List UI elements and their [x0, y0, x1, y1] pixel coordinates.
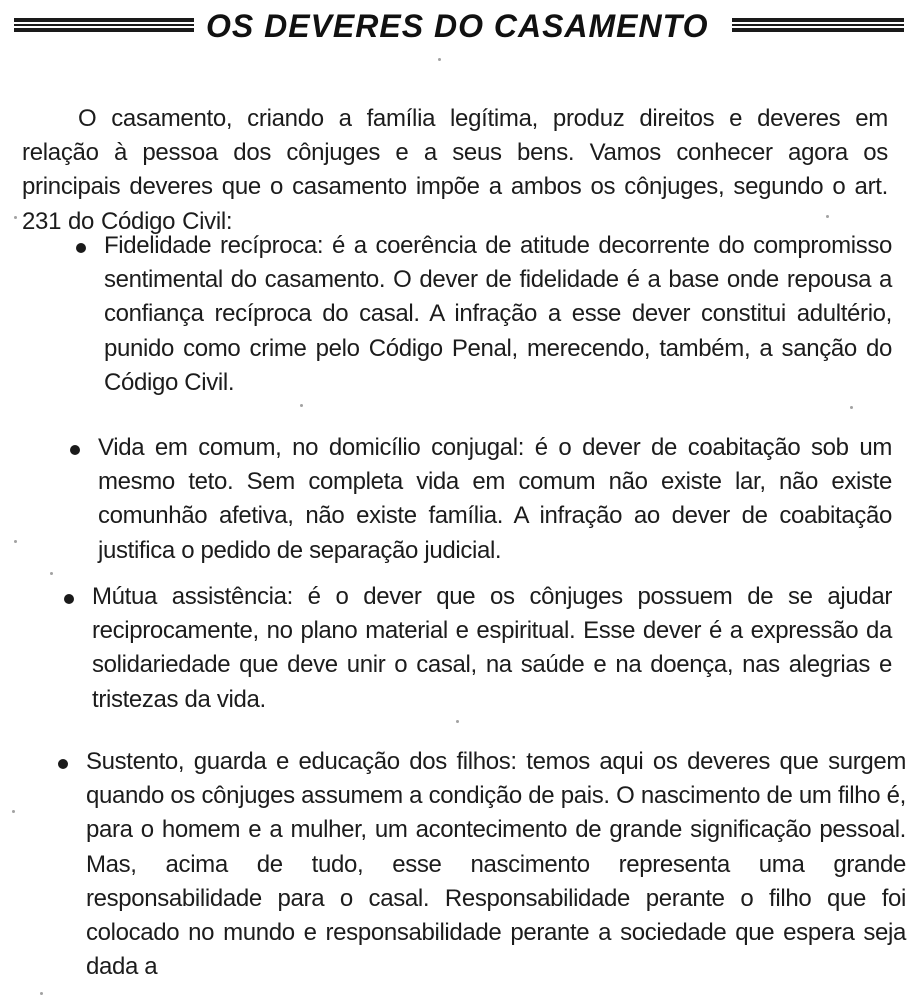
- intro-paragraph: O casamento, criando a família legítima, produz direitos e deveres em relação à pessoa dos cônjuges e a seus bens. Vamos conhecer agora os principais deveres que o casamento impõe a ambos os cônjuges, segundo o art. 231 do Código Civil:: [22, 105, 888, 235]
- duty-text: Sustento, guarda e educação dos filhos: temos aqui os deveres que surgem quando os cônjuges assumem a condição de pais. O nascimento de um filho é, para o homem e a mulher, um acontecimento de grande significação pessoal. Mas, acima de tudo, esse nascimento representa uma grande responsabilidade para o casal. Responsabilidade perante o filho que foi colocado no mundo e responsabilidade perante a sociedade que espera seja dada a: [86, 748, 906, 981]
- duty-item-cohabitation: [98, 431, 892, 568]
- scan-speck: [14, 216, 17, 219]
- duty-text: Fidelidade recíproca: é a coerência de atitude decorrente do compromisso sentimental do casamento. O dever de fidelidade é a base onde repousa a confiança recíproca do casal. A infração a esse dever constitui adultério, punido como crime pelo Código Penal, merecendo, também, a sanção do Código Civil.: [104, 232, 892, 396]
- scan-speck: [826, 215, 829, 218]
- page-title: OS DEVERES DO CASAMENTO: [206, 8, 709, 44]
- duty-item-children: [86, 745, 906, 984]
- header-rule-left: [14, 18, 194, 32]
- bullet-icon: [64, 594, 74, 604]
- header-rule-right: [732, 18, 904, 32]
- scan-speck: [50, 572, 53, 575]
- bullet-icon: [70, 445, 80, 455]
- bullet-icon: [58, 759, 68, 769]
- duty-text: Vida em comum, no domicílio conjugal: é o dever de coabitação sob um mesmo teto. Sem completa vida em comum não existe lar, não existe comunhão afetiva, não existe família. A infração ao dever de coabitação justifica o pedido de separação judicial.: [98, 434, 892, 564]
- scan-speck: [438, 58, 441, 61]
- section-header: [0, 6, 912, 46]
- bullet-icon: [76, 243, 86, 253]
- scan-speck: [14, 540, 17, 543]
- scan-speck: [300, 404, 303, 407]
- scan-speck: [12, 810, 15, 813]
- duty-item-fidelity: [104, 229, 892, 400]
- scan-speck: [850, 406, 853, 409]
- scan-speck: [40, 992, 43, 995]
- duty-text: Mútua assistência: é o dever que os cônjuges possuem de se ajudar reciprocamente, no plano material e espiritual. Esse dever é a expressão da solidariedade que deve unir o casal, na saúde e na doença, nas alegrias e tristezas da vida.: [92, 583, 892, 713]
- scan-speck: [456, 720, 459, 723]
- duty-item-mutual-assistance: [92, 580, 892, 717]
